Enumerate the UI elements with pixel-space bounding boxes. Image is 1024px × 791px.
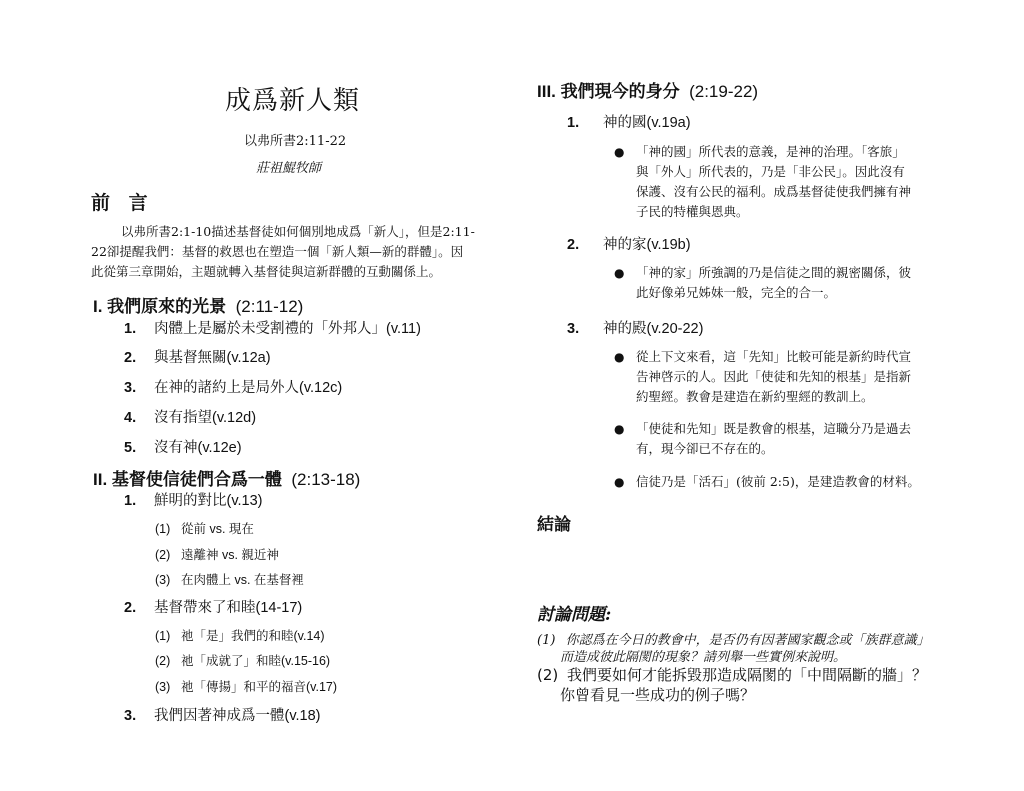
section-3-bullet-2: ● 「神的家」所強調的乃是信徒之間的親密關係，彼 此好像弟兄姊妹一般，完全的合一。 bbox=[614, 265, 912, 300]
scripture-reference: 以弗所書2:11-22 bbox=[244, 134, 347, 149]
intro-heading: 前 言 bbox=[91, 192, 154, 214]
document-title: 成爲新人類 bbox=[225, 86, 361, 116]
section-3-bullet-1: ● 「神的國」所代表的意義，是神的治理。「客旅」 與「外人」所代表的，乃是「非公民」。因此沒有 保護、沒有公民的福利。成爲基督徒使我們擁有神 子民的特權與恩典。 bbox=[614, 144, 912, 219]
section-3-bullet-5: ● 信徒乃是「活石」(彼前 2:5)，是建造教會的材料。 bbox=[636, 472, 956, 492]
section-2-sub-2-3: (3) 祂「傳揚」和平的福音(v.17) bbox=[155, 680, 338, 694]
section-2-heading bbox=[93, 465, 360, 490]
section-2-sub-2-1: (1) 祂「是」我們的和睦(v.14) bbox=[155, 629, 325, 643]
section-1-item-5: 5. 沒有神(v.12e) bbox=[124, 440, 242, 456]
bullet-dot-icon: ● bbox=[614, 422, 625, 436]
section-1-ref: (2:11-12) bbox=[235, 297, 304, 316]
question-1-number: (1) bbox=[537, 633, 556, 648]
section-3-title: III. 我們現今的身分 bbox=[537, 82, 680, 101]
section-3-item-1: 1. 神的國(v.19a) bbox=[567, 115, 691, 131]
section-3-bullet-4: ● 「使徒和先知」既是教會的根基，這職分乃是過去 有，現今卻已不存在的。 bbox=[614, 421, 912, 456]
discussion-question-2 bbox=[537, 664, 927, 685]
conclusion-heading: 結論 bbox=[537, 515, 571, 535]
bullet-dot-icon: ● bbox=[614, 145, 625, 159]
bullet-dot-icon: ● bbox=[614, 266, 625, 280]
discussion-heading: 討論問題: bbox=[537, 605, 612, 625]
section-3-heading bbox=[537, 77, 758, 102]
section-2-item-3: 3. 我們因著神成爲一體(v.18) bbox=[124, 708, 321, 724]
section-2-sub-1-3: (3) 在肉體上 vs. 在基督裡 bbox=[155, 573, 304, 587]
section-2-item-2: 2. 基督帶來了和睦(14-17) bbox=[124, 600, 303, 616]
section-1-item-3: 3. 在神的諸約上是局外人(v.12c) bbox=[124, 380, 343, 396]
section-1-title: I. 我們原來的光景 bbox=[93, 297, 227, 316]
question-2-number: (2) bbox=[537, 666, 559, 684]
intro-line-1: 以弗所書2:1-10描述基督徒如何個別地成爲「新人」，但是2:11- bbox=[121, 224, 475, 239]
bullet-dot-icon: ● bbox=[614, 475, 625, 489]
section-2-sub-1-2: (2) 遠離神 vs. 親近神 bbox=[155, 548, 279, 562]
intro-line-2: 22卻提醒我們：基督的救恩也在塑造一個「新人類—新的群體」。因 bbox=[91, 244, 464, 259]
question-1-line-1: 你認爲在今日的教會中，是否仍有因著國家觀念或「族群意識」 bbox=[565, 633, 930, 648]
section-2-ref: (2:13-18) bbox=[291, 470, 361, 489]
section-1-item-1: 1. 肉體上是屬於未受割禮的「外邦人」(v.11) bbox=[124, 321, 421, 337]
section-1-item-2: 2. 與基督無關(v.12a) bbox=[124, 350, 271, 366]
section-3-item-2: 2. 神的家(v.19b) bbox=[567, 237, 691, 253]
section-2-sub-2-2: (2) 祂「成就了」和睦(v.15-16) bbox=[155, 654, 331, 668]
section-3-bullet-3: ● 從上下文來看，這「先知」比較可能是新約時代宣 告神啓示的人。因此「使徒和先知的根基」是指新 約聖經。教會是建造在新約聖經的教訓上。 bbox=[614, 349, 912, 404]
bullet-dot-icon: ● bbox=[614, 350, 625, 364]
section-2-sub-1-1: (1) 從前 vs. 現在 bbox=[155, 522, 254, 536]
author-name: 莊祖鯤牧師 bbox=[256, 161, 322, 176]
section-2-title: II. 基督使信徒們合爲一體 bbox=[93, 470, 282, 489]
question-2-line-2: 你曾看見一些成功的例子嗎？ bbox=[560, 686, 756, 704]
question-2-line-1: 我們要如何才能拆毀那造成隔閡的「中間隔斷的牆」？ bbox=[567, 666, 928, 684]
section-3-item-3: 3. 神的殿(v.20-22) bbox=[567, 321, 704, 337]
intro-line-3: 此從第三章開始，主題就轉入基督徒與這新群體的互動關係上。 bbox=[91, 264, 442, 279]
section-3-ref: (2:19-22) bbox=[689, 82, 759, 101]
section-1-heading bbox=[93, 292, 303, 317]
question-1-line-2: 而造成彼此隔閡的現象？請列舉一些實例來說明。 bbox=[560, 650, 847, 665]
section-2-item-1: 1. 鮮明的對比(v.13) bbox=[124, 493, 263, 509]
section-1-item-4: 4. 沒有指望(v.12d) bbox=[124, 410, 257, 426]
